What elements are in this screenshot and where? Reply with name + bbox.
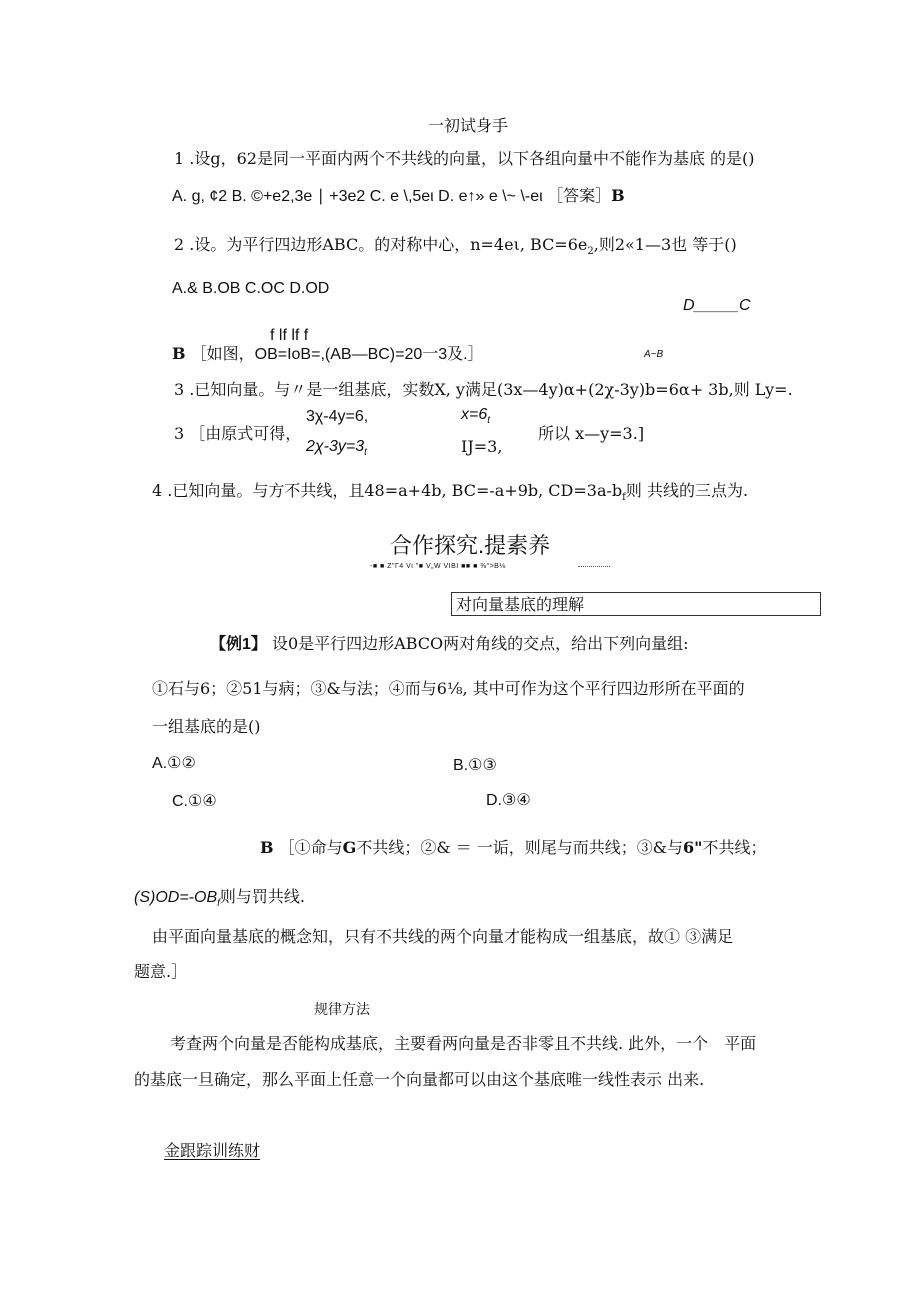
topic-box: [451, 592, 821, 616]
example-1-answer-line-2-subscript: f: [217, 898, 220, 910]
example-1-line-3: 一组基底的是(): [152, 717, 261, 736]
question-1-options: [172, 186, 625, 206]
question-2-stem-b: ,则2«1—3也 等于(): [593, 235, 737, 254]
section-subline: -■ ■ Z"Γ4 Vι "■ V„W VIBI ■■ ■ ⅜">B⅛: [370, 563, 506, 570]
section-title: 合作探究.提素养: [390, 533, 551, 558]
example-1-answer: [260, 838, 766, 857]
question-2-stem-a: 2 .设。为平行四边形ABC。的对称中心，n=4eι, BC=6e: [174, 235, 588, 254]
question-4-stem-a: 4 .已知向量。与方不共线，且48=a+4b, BC=-a+9b, CD=3a-b: [152, 481, 623, 500]
result-1: [461, 405, 490, 427]
method-line-1: 考查两个向量是否能构成基底，主要看两向量是否非零且不共线. 此外，一个 平面: [170, 1034, 757, 1053]
question-1-options-text: A. g, ¢2 B. ©+e2,3e ∣ +3e2 C. e \,5eι D. e↑» e \~ \-eι ［答案］: [172, 188, 612, 205]
vector-arrow-marks: f lf lf f: [270, 327, 309, 344]
example-1-option-c: C.①④: [172, 793, 217, 810]
example-1-answer-line-2-end: 则与罚共线.: [219, 887, 305, 906]
question-3-stem: 3 .已知向量。与〃是一组基底，实数X, y满足(3x—4y)α+(2χ-3y)b=6α+ 3b,则 Ly=.: [174, 380, 793, 399]
example-1-answer-letter: B: [260, 838, 274, 857]
question-4-stem: [152, 481, 748, 504]
question-4-subscript: f: [622, 492, 626, 504]
question-3-conclusion: 所以 x—y=3.]: [538, 424, 645, 443]
example-1-option-a: A.①②: [152, 755, 196, 772]
example-1-answer-6: 6": [682, 838, 703, 857]
result-2: IJ=3,: [461, 437, 503, 456]
method-line-2: 的基底一旦确定，那么平面上任意一个向量都可以由这个基底唯一线性表示 出来.: [134, 1070, 705, 1089]
dotted-divider: [578, 566, 610, 567]
example-1-label: 【例1】: [210, 636, 267, 653]
question-1-stem: 1 .设g，62是同一平面内两个不共线的向量，以下各组向量中不能作为基底 的是(): [174, 149, 755, 168]
section-heading: 一初试身手: [428, 116, 509, 135]
example-1-answer-text-3: 不共线；: [702, 838, 767, 857]
question-2-subscript: 2: [587, 246, 594, 258]
question-2-answer: [172, 344, 484, 364]
example-1-answer-line-3: 由平面向量基底的概念知，只有不共线的两个向量才能构成一组基底，故① ③满足: [152, 927, 734, 946]
example-1-answer-line-2-text: (S)OD=-OB: [134, 889, 218, 906]
practice-link[interactable]: 金跟踪训练财: [164, 1141, 261, 1160]
question-2-stem: [174, 235, 737, 258]
question-4-stem-b: 则 共线的三点为.: [625, 481, 749, 500]
example-1-answer-text-1: ［①命与: [278, 838, 343, 857]
question-2-options-text: A.& B.OB C.OC D.OD: [172, 280, 330, 297]
example-1-option-b: B.①③: [453, 757, 497, 774]
equation-1: 3χ-4y=6,: [306, 408, 369, 425]
question-2-answer-text: ［如图，OB=IoB=,(AB—BC)=20一3及.］: [190, 346, 484, 363]
example-1-option-d: D.③④: [486, 792, 531, 809]
equation-2: [306, 437, 367, 459]
example-1-answer-line-2: [134, 887, 305, 910]
example-1-answer-g: G: [342, 838, 357, 857]
question-2-answer-letter: B: [172, 344, 186, 363]
result-1-text: x=6: [461, 406, 488, 423]
method-title: 规律方法: [314, 1001, 370, 1017]
equation-2-text: 2χ-3y=3: [306, 438, 365, 455]
result-1-subscript: t: [487, 415, 491, 427]
question-2-options: [172, 279, 329, 298]
example-1-stem: [210, 634, 689, 654]
example-1-line-2: ①石与6；②51与病；③&与法；④而与6⅛, 其中可作为这个平行四边形所在平面的: [152, 679, 745, 698]
figure-label-bottom: A~B: [644, 349, 664, 360]
example-1-stem-text: 设0是平行四边形ABCO两对角线的交点，给出下列向量组:: [266, 634, 689, 653]
example-1-answer-text-2: 不共线；②& ＝ 一诟，则尾与而共线；③&与: [356, 838, 683, 857]
topic-box-label: 对向量基底的理解: [456, 595, 585, 614]
question-1-answer: B: [611, 186, 625, 205]
question-3-answer-prefix: 3 ［由原式可得，: [174, 424, 302, 443]
example-1-answer-line-4: 题意.］: [134, 962, 188, 981]
equation-2-subscript: t: [364, 447, 367, 459]
figure-label-top: D_____C: [683, 297, 751, 314]
